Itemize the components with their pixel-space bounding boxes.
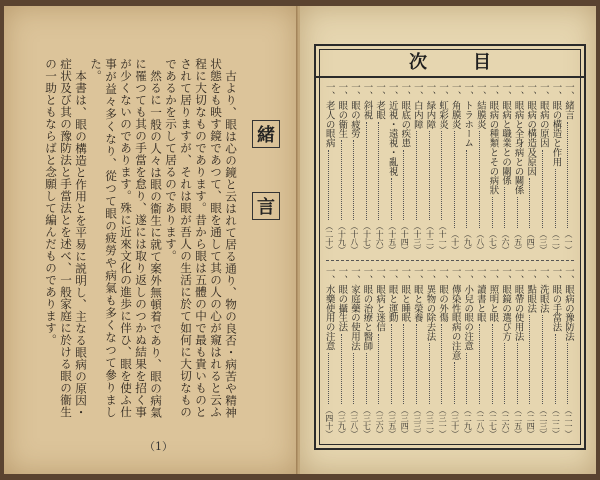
toc-item	[322, 266, 335, 438]
toc-item-page: （八）	[475, 230, 485, 254]
toc-leader	[441, 131, 442, 220]
toc-leader	[466, 353, 467, 404]
toc-leader	[555, 169, 556, 228]
toc-item-label: 一、眼病と全身病との關係	[512, 82, 524, 195]
toc-item	[448, 266, 461, 438]
toc-item-page: （十三）	[412, 222, 422, 254]
toc-leader	[416, 131, 417, 220]
toc-item-label: 一、異物の除去法	[424, 266, 436, 342]
toc-leader	[492, 197, 493, 228]
toc-item	[561, 266, 574, 438]
toc-item	[385, 266, 398, 438]
toc-item-label: 一、眼病の原因	[537, 82, 549, 148]
toc-leader	[403, 150, 404, 220]
toc-leader	[353, 140, 354, 220]
toc-item-label: 一、緒言	[563, 82, 574, 120]
toc-item-page: （三七）	[362, 406, 372, 438]
toc-item-page: （三三）	[412, 406, 422, 438]
toc-item	[461, 82, 474, 254]
toc-title-char-2: 次	[409, 52, 427, 73]
toc-leader	[391, 324, 392, 404]
toc-item-page: （二八）	[475, 406, 485, 438]
toc-item-label: 一、傳染性眼病の注意	[449, 266, 461, 360]
toc-item-page: （三一）	[438, 406, 448, 438]
toc-item-page: （二三）	[538, 406, 548, 438]
toc-item-label: 一、眼と運動	[386, 266, 398, 323]
toc-item-label: 一、老人の眼病	[323, 82, 335, 148]
toc-leader	[517, 343, 518, 404]
toc-leader	[529, 315, 530, 404]
toc-leader	[328, 353, 329, 404]
toc-item	[561, 82, 574, 254]
toc-title-char-1: 目	[473, 52, 491, 73]
toc-item-page: （九）	[463, 230, 473, 254]
toc-leader	[378, 334, 379, 404]
toc-leader	[504, 187, 505, 228]
toc-item-page: （二十）	[324, 222, 334, 254]
toc-item	[373, 266, 386, 438]
toc-item-page: （十二）	[425, 222, 435, 254]
toc-item	[435, 266, 448, 438]
toc-item	[423, 266, 436, 438]
toc-item-label: 一、眼病と職業との關係	[500, 82, 512, 186]
toc-item-page: （二七）	[488, 406, 498, 438]
toc-item-label: 一、トラホーム	[462, 82, 474, 148]
toc-item	[549, 266, 562, 438]
toc-item-label: 一、照明と眼	[487, 266, 499, 323]
intro-paragraph: 然るに一般の人々は眼の衞生に就て案外無頓着であり、眼の病氣に罹つても其の手當を怠り、遂には取り返しのつかぬ結果を招く事が少くないのであります。殊に近來文化の進歩に伴ひ、眼を使ふ仕事が益々多くなり、從つて眼の疲勞や病氣も多くなつて參りました。	[89, 58, 163, 418]
toc-item	[536, 266, 549, 438]
heading-char-2: 言	[252, 192, 280, 220]
toc-leader	[454, 362, 455, 404]
toc-item-page: （十四）	[400, 222, 410, 254]
toc-item-page: （三二）	[425, 406, 435, 438]
toc-item-label: 一、點眼法	[525, 266, 537, 313]
toc-item-label: 一、結膜炎	[474, 82, 486, 129]
toc-leader	[416, 324, 417, 404]
toc-leader	[567, 122, 568, 228]
toc-item	[549, 82, 562, 254]
toc-item-page: （三八）	[349, 406, 359, 438]
toc-item-page: （三六）	[375, 406, 385, 438]
toc-item-page: （三九）	[337, 406, 347, 438]
toc-item-label: 一、洗眼法	[537, 266, 549, 313]
toc-item	[423, 82, 436, 254]
toc-leader	[529, 178, 530, 228]
toc-leader	[366, 353, 367, 404]
toc-leader	[479, 131, 480, 228]
toc-item-page: （十七）	[362, 222, 372, 254]
toc-frame	[314, 44, 586, 450]
toc-item-page: （三）	[538, 230, 548, 254]
toc-upper-section	[322, 82, 574, 254]
toc-item-label: 一、眼病の構造及原因	[525, 82, 537, 176]
toc-leader	[479, 324, 480, 404]
intro-paragraph: 古より、眼は心の鏡と云はれて居る通り、物の良否・病苦や精神状態をも映す鏡であつて、眼を通して其の人の心が窺はれると云ふ程に大切なものであります。昔から眼は五體の中で最も貴いものとされて居りますが、それは眼が吾人の生活に於て如何に大切なものであるかを示して居るのであります。	[164, 58, 238, 418]
toc-item	[347, 266, 360, 438]
toc-leader	[341, 334, 342, 404]
toc-item-label: 一、斜視	[361, 82, 373, 120]
toc-item-page: （十九）	[337, 222, 347, 254]
toc-item-page: （二）	[551, 230, 561, 254]
toc-item-label: 一、緑内障	[424, 82, 436, 129]
toc-item	[410, 266, 423, 438]
toc-item-label: 一、眼の疲勞	[348, 82, 360, 139]
toc-item-label: 一、眼の外傷	[437, 266, 449, 323]
toc-leader	[542, 315, 543, 404]
toc-item-page: （四十）	[324, 406, 334, 438]
toc-item-label: 一、老眼	[374, 82, 386, 120]
toc-leader	[391, 178, 392, 220]
toc-item	[398, 266, 411, 438]
toc-item-page: （三五）	[387, 406, 397, 438]
toc-item-label: 一、眼底の疾患	[399, 82, 411, 148]
intro-text	[33, 58, 238, 418]
toc-item-label: 一、眼の構造と作用	[550, 82, 562, 167]
toc-item-label: 一、眼病と迷信	[374, 266, 386, 332]
toc-item-label: 一、眼帶の使用法	[512, 266, 524, 342]
toc-leader	[441, 324, 442, 404]
toc-item-label: 一、近視・遠視・亂視	[386, 82, 398, 176]
intro-paragraph: 本書は、眼の構造と作用とを平易に説明し、主なる眼病の原因・症状及び其の豫防法と手當法とを述べ、一般家庭に於ける眼の衞生の一助ともならばと念願して編んだものであります。	[44, 58, 88, 418]
toc-item	[486, 266, 499, 438]
toc-item	[524, 266, 537, 438]
toc-leader	[341, 140, 342, 220]
toc-item	[410, 82, 423, 254]
toc-item-page: （十五）	[387, 222, 397, 254]
toc-leader	[366, 122, 367, 220]
toc-item-label: 一、讀書と眼	[474, 266, 486, 323]
toc-item-page: （二一）	[564, 406, 573, 438]
toc-item	[335, 82, 348, 254]
toc-item-label: 一、眼病の種類とその病狀	[487, 82, 499, 195]
toc-item-label: 一、水藥使用の注意	[323, 266, 335, 351]
toc-item	[511, 266, 524, 438]
right-page	[300, 6, 596, 474]
toc-item	[498, 266, 511, 438]
toc-leader	[454, 131, 455, 228]
toc-item-label: 一、眼の攝生法	[336, 266, 348, 332]
toc-divider	[326, 260, 574, 261]
toc-item-page: （十一）	[438, 222, 448, 254]
toc-leader	[328, 150, 329, 220]
toc-item-label: 一、眼と榮養	[411, 266, 423, 323]
left-page	[4, 6, 298, 474]
toc-item-label: 一、眼と睡眠	[399, 266, 411, 323]
toc-item-page: （三四）	[400, 406, 410, 438]
toc-item-page: （十八）	[349, 222, 359, 254]
toc-leader	[517, 197, 518, 228]
toc-leader	[429, 131, 430, 220]
toc-item	[498, 82, 511, 254]
toc-leader	[504, 343, 505, 404]
toc-item-page: （二六）	[501, 406, 511, 438]
page-number: （1）	[144, 440, 173, 453]
toc-item	[524, 82, 537, 254]
toc-item-label: 一、家庭藥の使用法	[348, 266, 360, 351]
toc-item-label: 一、眼の手當法	[550, 266, 562, 332]
toc-item-label: 一、眼病の豫防法	[563, 266, 574, 342]
toc-item-label: 一、角膜炎	[449, 82, 461, 129]
toc-item-page: （五）	[513, 230, 523, 254]
toc-item	[360, 266, 373, 438]
toc-item-label: 一、眼の衞生	[336, 82, 348, 139]
toc-item-page: （二二）	[551, 406, 561, 438]
toc-leader	[378, 122, 379, 220]
toc-item	[347, 82, 360, 254]
toc-leader	[403, 324, 404, 404]
toc-item-label: 一、眼の治療と醫師	[361, 266, 373, 351]
toc-item	[473, 82, 486, 254]
toc-leader	[555, 334, 556, 404]
toc-item-page: （六）	[501, 230, 511, 254]
toc-body	[322, 82, 578, 442]
toc-item	[322, 82, 335, 254]
toc-leader	[492, 324, 493, 404]
toc-item-page: （二四）	[526, 406, 536, 438]
toc-item	[536, 82, 549, 254]
toc-item-page: （七）	[488, 230, 498, 254]
toc-item-label: 一、虹彩炎	[437, 82, 449, 129]
toc-item	[486, 82, 499, 254]
toc-item	[360, 82, 373, 254]
toc-lower-section	[322, 266, 574, 438]
toc-item-label: 一、眼鏡の選び方	[500, 266, 512, 342]
toc-item	[385, 82, 398, 254]
toc-item-label: 一、白内障	[411, 82, 423, 129]
toc-item-page: （一）	[564, 230, 573, 254]
toc-item	[435, 82, 448, 254]
toc-item-page: （三十）	[450, 406, 460, 438]
toc-item-page: （十六）	[375, 222, 385, 254]
toc-header	[316, 46, 584, 78]
toc-item	[335, 266, 348, 438]
toc-leader	[466, 150, 467, 228]
toc-item-label: 一、小兒の眼の注意	[462, 266, 474, 351]
toc-item-page: （二五）	[513, 406, 523, 438]
toc-item-page: （四）	[526, 230, 536, 254]
toc-item	[511, 82, 524, 254]
toc-item-page: （二九）	[463, 406, 473, 438]
toc-item	[373, 82, 386, 254]
toc-item	[461, 266, 474, 438]
toc-leader	[353, 353, 354, 404]
toc-leader	[567, 343, 568, 404]
toc-item	[448, 82, 461, 254]
toc-leader	[542, 150, 543, 228]
toc-leader	[429, 343, 430, 404]
toc-item	[398, 82, 411, 254]
toc-item	[473, 266, 486, 438]
heading-char-1: 緒	[252, 120, 280, 148]
toc-item-page: （十）	[450, 230, 460, 254]
